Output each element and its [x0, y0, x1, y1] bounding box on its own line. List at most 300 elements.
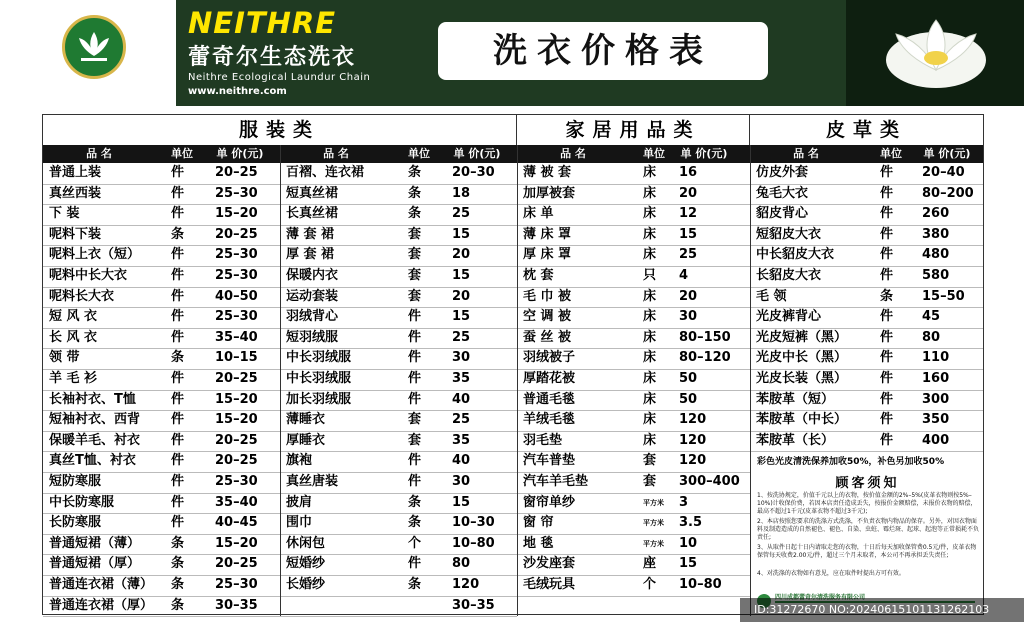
- cell-price: 110: [922, 350, 950, 366]
- price-row: [43, 266, 280, 287]
- cell-unit: 件: [171, 206, 185, 222]
- column-label-unit: 单位: [643, 147, 665, 160]
- cell-unit: 件: [880, 268, 894, 283]
- cell-name: 光皮长装（黑）: [756, 371, 848, 386]
- price-row: [517, 369, 750, 390]
- column-label-item: 品 名: [560, 147, 586, 160]
- cell-unit: 件: [880, 350, 894, 366]
- cell-unit: 件: [171, 268, 185, 283]
- price-row: [517, 513, 750, 534]
- price-row: [280, 534, 517, 555]
- price-row: [517, 554, 750, 575]
- cell-unit: 件: [880, 432, 894, 448]
- cell-price: 15: [679, 556, 698, 572]
- cell-price: 30–35: [452, 597, 495, 613]
- cell-price: 300: [922, 391, 950, 407]
- cell-unit: 床: [643, 165, 657, 180]
- cell-price: 260: [922, 206, 950, 222]
- cell-price: 16: [679, 165, 698, 180]
- price-row: [517, 225, 750, 246]
- price-row: [280, 328, 517, 349]
- cell-unit: 床: [643, 391, 657, 407]
- cell-name: 长防寒服: [49, 515, 102, 531]
- cell-unit: 件: [408, 309, 422, 325]
- price-row: [517, 390, 750, 411]
- page-title: 洗衣价格表: [493, 31, 713, 71]
- cell-name: 长婚纱: [286, 577, 326, 592]
- cell-name: 普通连衣裙（薄）: [49, 577, 154, 592]
- cell-unit: 件: [408, 391, 422, 407]
- price-row: [43, 390, 280, 411]
- cell-price: 20: [679, 288, 698, 304]
- price-row: [43, 451, 280, 472]
- price-row: [43, 554, 280, 575]
- cell-unit: 件: [171, 247, 185, 263]
- cell-unit: 套: [643, 474, 657, 489]
- price-row: [517, 410, 750, 431]
- cell-unit: 件: [880, 226, 894, 242]
- cell-name: 呢料长大衣: [49, 288, 115, 304]
- column-header-fur: [750, 145, 983, 163]
- cell-name: 真丝唐装: [286, 474, 339, 489]
- cell-unit: 平方米: [643, 498, 664, 507]
- cell-name: 毛 巾 被: [523, 288, 572, 304]
- cell-unit: 件: [171, 412, 185, 428]
- cell-price: 120: [452, 577, 480, 592]
- cell-name: 光皮中长（黑）: [756, 350, 848, 366]
- cell-unit: 件: [880, 206, 894, 222]
- cell-unit: 件: [408, 350, 422, 366]
- cell-price: 40: [452, 391, 471, 407]
- cell-name: 枕 套: [523, 268, 554, 283]
- cell-name: 窗 帘: [523, 515, 554, 531]
- price-row: [280, 513, 517, 534]
- cell-unit: 床: [643, 350, 657, 366]
- cell-unit: 件: [171, 453, 185, 469]
- cell-unit: 件: [880, 371, 894, 386]
- cell-unit: 条: [408, 185, 422, 201]
- price-row: [43, 204, 280, 225]
- cell-price: 15–20: [215, 391, 258, 407]
- price-row: [750, 328, 983, 349]
- cell-price: 300–400: [679, 474, 740, 489]
- price-row: [43, 431, 280, 452]
- cell-unit: 件: [171, 515, 185, 531]
- cell-unit: 条: [408, 515, 422, 531]
- price-row: [43, 287, 280, 308]
- cell-name: 短貂皮大衣: [756, 226, 822, 242]
- notice-item-4: 4、对洗涤的衣物如有意见，应在取件时提出方可有效。: [757, 570, 905, 577]
- cell-unit: 件: [171, 391, 185, 407]
- notice-title: 顾客须知: [835, 476, 900, 491]
- cell-name: 百褶、连衣裙: [286, 165, 365, 180]
- price-row: [750, 204, 983, 225]
- cell-name: 羽绒被子: [523, 350, 576, 366]
- brand-chinese-name: 蕾奇尔生态洗衣: [188, 45, 357, 70]
- price-row: [43, 245, 280, 266]
- cell-unit: 套: [408, 226, 422, 242]
- cell-name: 长真丝裙: [286, 206, 339, 222]
- price-row: [750, 348, 983, 369]
- cell-name: 薄睡衣: [286, 412, 326, 428]
- cell-name: 沙发座套: [523, 556, 576, 572]
- cell-price: 480: [922, 247, 950, 263]
- cell-price: 40: [452, 453, 471, 469]
- cell-name: 保暖内衣: [286, 268, 339, 283]
- cell-price: 25: [452, 329, 471, 345]
- cell-unit: 床: [643, 432, 657, 448]
- cell-unit: 件: [171, 185, 185, 201]
- price-table: [42, 114, 984, 615]
- cell-unit: 套: [408, 247, 422, 263]
- cell-name: 苯胺革（短）: [756, 391, 835, 407]
- cell-name: 中长貂皮大衣: [756, 247, 835, 263]
- cell-name: 普通上装: [49, 165, 102, 180]
- cell-unit: 套: [643, 453, 657, 469]
- cell-unit: 平方米: [643, 539, 664, 548]
- cell-unit: 件: [171, 288, 185, 304]
- cell-name: 运动套装: [286, 288, 339, 304]
- cell-unit: 件: [880, 391, 894, 407]
- cell-price: 10–80: [452, 535, 495, 551]
- price-row: [750, 390, 983, 411]
- cell-name: 薄 床 罩: [523, 226, 572, 242]
- cell-unit: 条: [408, 206, 422, 222]
- column-divider: [280, 145, 281, 616]
- cell-price: 50: [679, 391, 698, 407]
- price-row: [43, 163, 280, 184]
- cell-name: 羊 毛 衫: [49, 371, 98, 386]
- column-label-unit: 单位: [171, 147, 193, 160]
- column-label-item: 品 名: [323, 147, 349, 160]
- column-label-price: 单 价(元): [453, 147, 501, 160]
- cell-price: 20: [452, 288, 471, 304]
- cell-name: 披肩: [286, 494, 313, 510]
- cell-price: 40–45: [215, 515, 258, 531]
- cell-price: 80–150: [679, 329, 731, 345]
- cell-unit: 床: [643, 185, 657, 201]
- logo-panel: [0, 0, 176, 106]
- cell-price: 20: [679, 185, 698, 201]
- cell-price: 30–35: [215, 597, 258, 613]
- cell-price: 12: [679, 206, 698, 222]
- price-row: [43, 369, 280, 390]
- price-row: [517, 348, 750, 369]
- price-row: [750, 410, 983, 431]
- cell-name: 中长羽绒服: [286, 371, 352, 386]
- cell-price: 25–30: [215, 309, 258, 325]
- price-row: [43, 575, 280, 596]
- cell-price: 20: [452, 247, 471, 263]
- cell-price: 25: [679, 247, 698, 263]
- price-row: [280, 245, 517, 266]
- price-row: [43, 348, 280, 369]
- cell-unit: 条: [408, 494, 422, 510]
- cell-name: 汽车普垫: [523, 453, 576, 469]
- column-label-unit: 单位: [880, 147, 902, 160]
- price-row: [517, 184, 750, 205]
- cell-unit: 件: [408, 453, 422, 469]
- cell-unit: 座: [643, 556, 657, 572]
- cell-price: 20–30: [452, 165, 495, 180]
- price-row: [517, 307, 750, 328]
- cell-price: 50: [679, 371, 698, 386]
- lotus-logo-icon: [62, 15, 126, 79]
- cell-unit: 条: [171, 226, 185, 242]
- cell-unit: 套: [408, 432, 422, 448]
- cell-unit: 条: [171, 556, 185, 572]
- row-divider: [517, 596, 750, 597]
- cell-name: 普通短裙（薄）: [49, 535, 141, 551]
- cell-name: 苯胺革（中长）: [756, 412, 848, 428]
- cell-unit: 件: [171, 329, 185, 345]
- cell-price: 10–30: [452, 515, 495, 531]
- price-row: [43, 493, 280, 514]
- cell-price: 15: [452, 268, 471, 283]
- cell-price: 4: [679, 268, 689, 283]
- cell-price: 25–30: [215, 185, 258, 201]
- category-fur: 皮草类: [825, 119, 907, 141]
- cell-price: 20–25: [215, 453, 258, 469]
- price-row: [517, 287, 750, 308]
- cell-name: 呢料中长大衣: [49, 268, 128, 283]
- price-row: [750, 287, 983, 308]
- header-banner: [0, 0, 1024, 106]
- category-clothing: 服装类: [43, 115, 517, 145]
- cell-unit: 床: [643, 288, 657, 304]
- cell-unit: 件: [171, 371, 185, 386]
- price-row: [280, 225, 517, 246]
- cell-price: 10–15: [215, 350, 258, 366]
- column-header-clothing_right: [280, 145, 517, 163]
- cell-unit: 条: [408, 577, 422, 592]
- cell-name: 保暖羊毛、衬衣: [49, 432, 141, 448]
- cell-name: 貂皮背心: [756, 206, 809, 222]
- cell-name: 短防寒服: [49, 474, 102, 489]
- cell-name: 下 装: [49, 206, 80, 222]
- price-row: [517, 163, 750, 184]
- cell-price: 18: [452, 185, 471, 201]
- price-row: [517, 328, 750, 349]
- cell-price: 120: [679, 412, 707, 428]
- cell-name: 围巾: [286, 515, 313, 531]
- cell-name: 厚踏花被: [523, 371, 576, 386]
- cell-price: 20–25: [215, 165, 258, 180]
- cell-price: 80–120: [679, 350, 731, 366]
- cell-price: 10–80: [679, 577, 722, 592]
- price-row: [43, 513, 280, 534]
- column-label-item: 品 名: [793, 147, 819, 160]
- column-divider: [517, 145, 518, 616]
- price-row: [517, 431, 750, 452]
- price-row: [280, 369, 517, 390]
- cell-price: 40–50: [215, 288, 258, 304]
- cell-name: 光皮裤背心: [756, 309, 822, 325]
- cell-unit: 套: [408, 268, 422, 283]
- cell-price: 10: [679, 535, 698, 551]
- cell-unit: 床: [643, 371, 657, 386]
- brand-english-subtitle: Neithre Ecological Laundur Chain: [188, 72, 371, 83]
- cell-name: 长 风 衣: [49, 329, 98, 345]
- cell-name: 兔毛大衣: [756, 185, 809, 201]
- cell-price: 15–20: [215, 535, 258, 551]
- price-row: [517, 204, 750, 225]
- price-row: [750, 307, 983, 328]
- cell-name: 短袖衬衣、西背: [49, 412, 141, 428]
- cell-unit: 条: [171, 350, 185, 366]
- cell-price: 20–25: [215, 226, 258, 242]
- price-row: [43, 184, 280, 205]
- price-row: [750, 225, 983, 246]
- notice-item-3: 3、从取件日起十日内请取走您的衣物，十日后每天加收保管费0.5元/件，皮革衣物保管每天收费2.00元/件，超过三个月未取者，本公司不再承担丢失责任;: [757, 544, 977, 559]
- cell-price: 25–30: [215, 577, 258, 592]
- cell-name: 空 调 被: [523, 309, 572, 325]
- cell-name: 中长防寒服: [49, 494, 115, 510]
- cell-unit: 件: [880, 412, 894, 428]
- column-label-price: 单 价(元): [923, 147, 971, 160]
- column-label-price: 单 价(元): [680, 147, 728, 160]
- cell-name: 地 毯: [523, 535, 554, 551]
- cell-price: 15–50: [922, 288, 965, 304]
- cell-unit: 个: [643, 577, 657, 592]
- notice-item-1: 1、按洗协规定，价值千元以上的衣物，按价值金额的2%–5%(皮革衣物则按5%–10%)计收保价费，若因本店责任造成丢失，按报价金额赔偿，未报价衣物的赔偿，最高不超过1千元(皮革衣物不超过3千元);: [757, 492, 977, 515]
- cell-price: 25–30: [215, 268, 258, 283]
- cell-price: 25: [452, 206, 471, 222]
- cell-unit: 件: [171, 165, 185, 180]
- cell-name: 羽绒背心: [286, 309, 339, 325]
- cell-unit: 件: [171, 432, 185, 448]
- cell-name: 床 单: [523, 206, 554, 222]
- cell-name: 短 风 衣: [49, 309, 98, 325]
- cell-price: 20–25: [215, 371, 258, 386]
- price-row: [280, 575, 517, 596]
- cell-price: 30: [452, 474, 471, 489]
- cell-price: 25: [452, 412, 471, 428]
- cell-price: 15: [452, 226, 471, 242]
- price-row: [280, 266, 517, 287]
- cell-unit: 件: [171, 474, 185, 489]
- cell-price: 80–200: [922, 185, 974, 201]
- price-row: [750, 245, 983, 266]
- price-row: [280, 204, 517, 225]
- cell-name: 加长羽绒服: [286, 391, 352, 407]
- cell-unit: 件: [880, 309, 894, 325]
- brand-logotype: NEITHRE: [188, 6, 337, 40]
- price-row: [750, 431, 983, 452]
- brand-website: www.neithre.com: [188, 86, 287, 97]
- price-row: [280, 307, 517, 328]
- cell-unit: 件: [171, 309, 185, 325]
- price-row: [517, 534, 750, 555]
- cell-price: 20–25: [215, 556, 258, 572]
- price-row: [280, 390, 517, 411]
- cell-price: 15–20: [215, 206, 258, 222]
- row-divider: [280, 616, 517, 617]
- category-home: 家居用品类: [517, 115, 750, 145]
- cell-price: 3.5: [679, 515, 703, 531]
- cell-name: 厚 床 罩: [523, 247, 572, 263]
- price-row: [750, 369, 983, 390]
- cell-name: 厚 套 裙: [286, 247, 335, 263]
- cell-price: 45: [922, 309, 941, 325]
- cell-unit: 床: [643, 206, 657, 222]
- cell-price: 25–30: [215, 474, 258, 489]
- price-row: [750, 184, 983, 205]
- price-row: [517, 493, 750, 514]
- cell-name: 羽毛垫: [523, 432, 563, 448]
- cell-name: 长袖衬衣、T恤: [49, 391, 136, 407]
- cell-name: 中长羽绒服: [286, 350, 352, 366]
- cell-price: 15–20: [215, 412, 258, 428]
- cell-price: 400: [922, 432, 950, 448]
- price-row: [517, 245, 750, 266]
- cell-name: 厚睡衣: [286, 432, 326, 448]
- cell-unit: 套: [408, 288, 422, 304]
- price-row: [750, 266, 983, 287]
- cell-price: 35–40: [215, 494, 258, 510]
- cell-unit: 条: [171, 597, 185, 613]
- price-row: [280, 596, 517, 617]
- price-row: [280, 431, 517, 452]
- customer-notice: [751, 452, 984, 615]
- price-row: [43, 410, 280, 431]
- price-row: [280, 493, 517, 514]
- cell-name: 薄 被 套: [523, 165, 572, 180]
- cell-unit: 件: [408, 556, 422, 572]
- cell-unit: 件: [171, 494, 185, 510]
- cell-name: 普通毛毯: [523, 391, 576, 407]
- cell-unit: 床: [643, 329, 657, 345]
- cell-price: 30: [452, 350, 471, 366]
- price-row: [43, 225, 280, 246]
- cell-name: 短真丝裙: [286, 185, 339, 201]
- column-header-clothing_left: [43, 145, 280, 163]
- price-row: [517, 266, 750, 287]
- cell-unit: 件: [880, 329, 894, 345]
- price-row: [280, 287, 517, 308]
- cell-price: 20–40: [922, 165, 965, 180]
- cell-unit: 条: [171, 577, 185, 592]
- price-row: [280, 184, 517, 205]
- cell-price: 120: [679, 432, 707, 448]
- cell-name: 毛 领: [756, 288, 787, 304]
- cell-unit: 床: [643, 226, 657, 242]
- price-row: [280, 554, 517, 575]
- cell-name: 真丝T恤、衬衣: [49, 453, 136, 469]
- cell-name: 普通短裙（厚）: [49, 556, 141, 572]
- cell-price: 80: [452, 556, 471, 572]
- cell-name: 毛绒玩具: [523, 577, 576, 592]
- cell-unit: 床: [643, 247, 657, 263]
- cell-unit: 条: [408, 165, 422, 180]
- color-surcharge-note: 彩色光皮清洗保养加收50%，补色另加收50%: [757, 457, 945, 467]
- price-row: [43, 534, 280, 555]
- cell-unit: 平方米: [643, 519, 664, 528]
- price-row: [280, 410, 517, 431]
- column-header-home: [517, 145, 750, 163]
- cell-price: 15: [679, 226, 698, 242]
- price-row: [280, 163, 517, 184]
- cell-name: 汽车羊毛垫: [523, 474, 589, 489]
- cell-unit: 个: [408, 535, 422, 551]
- cell-unit: 件: [880, 185, 894, 201]
- cell-price: 15: [452, 494, 471, 510]
- cell-price: 3: [679, 494, 689, 510]
- price-row: [517, 575, 750, 596]
- cell-price: 350: [922, 412, 950, 428]
- price-row: [43, 307, 280, 328]
- cell-price: 20–25: [215, 432, 258, 448]
